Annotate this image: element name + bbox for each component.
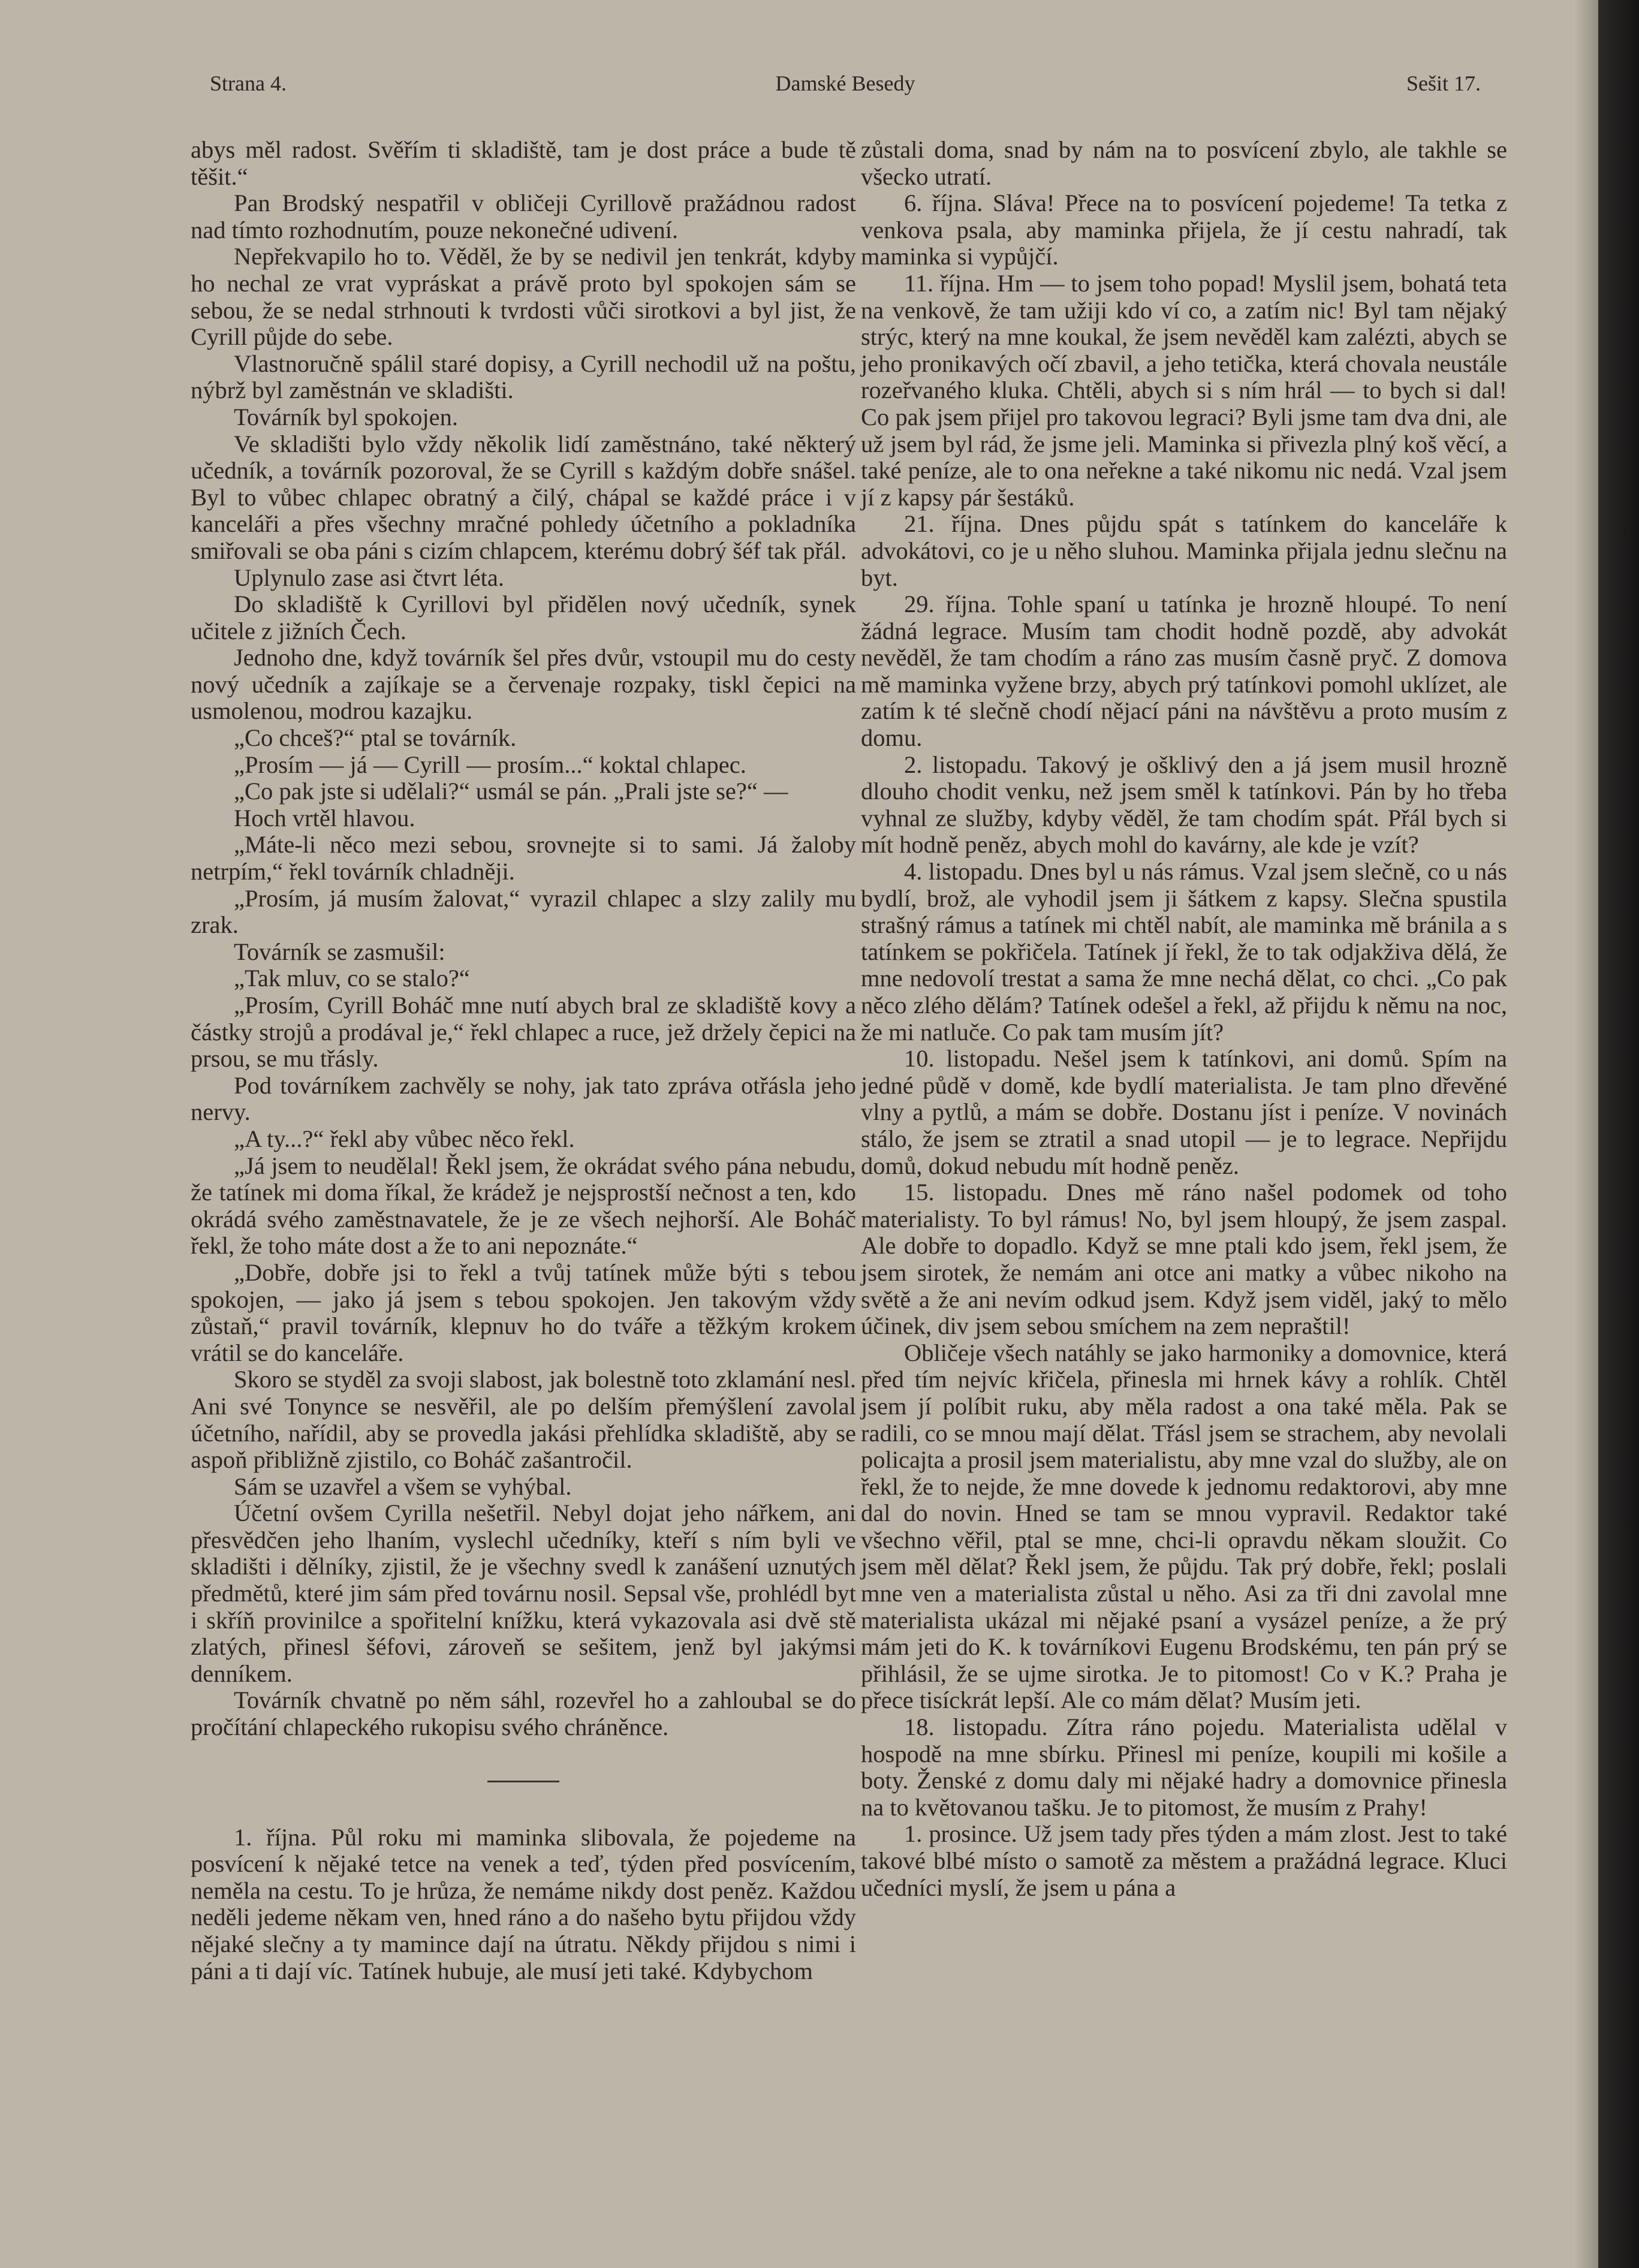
paragraph: Vlastnoručně spálil staré dopisy, a Cyrill nechodil už na poštu, nýbrž byl zaměstnán ve skladišti. (191, 350, 856, 404)
section-divider (487, 1781, 559, 1782)
diary-entry: 10. listopadu. Nešel jsem k tatínkovi, ani domů. Spím na jedné půdě v domě, kde bydlí materialista. Je tam plno dřevěné vlny a pytlů, a mám se dobře. Dostanu jíst i peníze. V novinách stálo, že jsem se ztratil a snad utopil — je to legrace. Nepřijdu domů, dokud nebudu mít hodně peněz. (861, 1045, 1507, 1179)
diary-entry: Obličeje všech natáhly se jako harmoniky a domovnice, která před tím nejvíc křičela, přinesla mi hrnek kávy a rohlík. Chtěl jsem jí políbit ruku, aby měla radost a ona také měla. Pak se radili, co se mnou mají dělat. Třásl jsem se strachem, aby nevolali policajta a prosil jsem materialistu, aby mne vzal do služby, ale on řekl, že to nejde, že mne dovede k jednomu redaktorovi, aby mne dal do novin. Hned se tam se mnou vypravil. Redaktor také všechno věřil, ptal se mne, chci-li opravdu někam sloužit. Co jsem měl dělat? Řekl jsem, že půjdu. Tak prý dobře, řekl; poslali mne ven a materialista zůstal u něho. Asi za tři dni zavolal mne materialista ukázal mi nějaké psaní a vysázel peníze, a že prý mám jeti do K. k továrníkovi Eugenu Brodskému, ten pán prý se přihlásil, že se ujme sirotka. Je to pitomost! Co v K.? Praha je přece tisíckrát lepší. Ale co mám dělat? Musím jeti. (861, 1339, 1507, 1714)
paragraph: Továrník se zasmušil: (234, 938, 445, 965)
diary-entry: 4. listopadu. Dnes byl u nás rámus. Vzal jsem slečně, co u nás bydlí, brož, ale vyhodil jsem ji šátkem z kapsy. Slečna spustila strašný rámus a tatínek mi chtěl nabít, ale maminka mě bránila a s tatínkem se pokřičela. Tatínek jí řekl, že to tak odjakživa dělá, že mne nedovolí trestat a sama že mne nechá dělat, co chci. „Co pak něco zlého dělám? Tatínek odešel a řekl, až přijdu k němu na noc, že mi natluče. Co pak tam musím jít? (861, 858, 1507, 1046)
paragraph: „Prosím, Cyrill Boháč mne nutí abych bral ze skladiště kovy a částky strojů a prodával je,“ řekl chlapec a ruce, jež držely čepici na prsou, se mu třásly. (191, 992, 856, 1073)
page-number: Strana 4. (210, 71, 287, 95)
paragraph: Ve skladišti bylo vždy několik lidí zaměstnáno, také některý učedník, a továrník pozoroval, že se Cyrill s každým dobře snášel. Byl to vůbec chlapec obratný a čilý, chápal se každé práce i v kanceláři a přes všechny mračné pohledy účetního a pokladníka smiřovali se oba páni s cizím chlapcem, kterému dobrý šéf tak přál. (191, 430, 856, 564)
page-edge (1598, 0, 1639, 2268)
diary-entry: 1. prosince. Už jsem tady přes týden a mám zlost. Jest to také takové blbé místo o samotě za městem a pražádná legrace. Kluci učedníci myslí, že jsem u pána a (861, 1820, 1507, 1901)
diary-entry: 11. října. Hm — to jsem toho popad! Myslil jsem, bohatá teta na venkově, že tam užiji kdo ví co, a zatím nic! Byl tam nějaký strýc, který na mne koukal, že jsem nevěděl kam zalézti, abych se jeho pronikavých očí zbavil, a jeho tetička, která chovala neustále rozeřvaného kluka. Chtěli, abych si s ním hrál — to bych si dal! Co pak jsem přijel pro takovou legraci? Byli jsme tam dva dni, ale už jsem byl rád, že jsme jeli. Maminka si přivezla plný koš věcí, a také peníze, ale to ona neřekne a také nikomu nic nedá. Vzal jsem jí z kapsy pár šestáků. (861, 269, 1507, 511)
paragraph: „Máte-li něco mezi sebou, srovnejte si to sami. Já žaloby netrpím,“ řekl továrník chladněji. (191, 831, 856, 885)
diary-entry: 18. listopadu. Zítra ráno pojedu. Materialista udělal v hospodě na mne sbírku. Přinesl mi peníze, koupili mi košile a boty. Ženské z domu daly mi nějaké hadry a domovnice přinesla na to květovanou tašku. Je to pitomost, že musím z Prahy! (861, 1713, 1507, 1821)
paragraph: Pan Brodský nespatřil v obličeji Cyrillově pražádnou radost nad tímto rozhodnutím, pouze nekonečné udivení. (191, 189, 856, 243)
paragraph: „Prosím — já — Cyrill — prosím...“ koktal chlapec. (234, 751, 746, 778)
right-column (861, 137, 1507, 1901)
binding-shadow (1574, 0, 1598, 2268)
paragraph: „Co chceš?“ ptal se továrník. (234, 724, 517, 752)
paragraph: Továrník byl spokojen. (234, 403, 458, 430)
running-head (0, 71, 1571, 113)
diary-entry: 2. listopadu. Takový je ošklivý den a já jsem musil hrozně dlouho chodit venku, než jsem směl k tatínkovi. Pán by ho třeba vyhnal ze služby, kdyby věděl, že tam chodím spát. Přál bych si mít hodně peněz, abych mohl do kavárny, ale kde je vzít? (861, 751, 1507, 859)
paragraph: Nepřekvapilo ho to. Věděl, že by se nedivil jen tenkrát, kdyby ho nechal ze vrat vypráskat a právě proto byl spokojen sám se sebou, že se nedal strhnouti k tvrdosti vůči sirotkovi a byl jist, že Cyrill půjde do sebe. (191, 243, 856, 351)
paragraph: „A ty...?“ řekl aby vůbec něco řekl. (234, 1125, 575, 1152)
issue-number: Sešit 17. (1406, 71, 1481, 95)
paragraph: Továrník chvatně po něm sáhl, rozevřel ho a zahloubal se do pročítání chlapeckého rukopisu svého chráněnce. (191, 1686, 856, 1741)
paragraph: Sám se uzavřel a všem se vyhýbal. (234, 1472, 572, 1500)
diary-entry: 29. října. Tohle spaní u tatínka je hrozně hloupé. To není žádná legrace. Musím tam chodit hodně pozdě, aby advokát nevěděl, že tam chodím a ráno zas musím časně pryč. Z domova mě maminka vyžene brzy, abych prý tatínkovi pomohl uklízet, ale zatím k té slečně chodí nějací páni na návštěvu a proto musím z domu. (861, 591, 1507, 752)
paragraph: abys měl radost. Svěřím ti skladiště, tam je dost práce a bude tě těšit.“ (191, 136, 856, 190)
paragraph: Skoro se styděl za svoji slabost, jak bolestně toto zklamání nesl. Ani své Tonynce se nesvěřil, ale po delším přemýšlení zavolal účetního, nařídil, aby se provedla jakási přehlídka skladiště, aby se aspoň přibližně zjistilo, co Boháč zašantročil. (191, 1366, 856, 1474)
paragraph: „Já jsem to neudělal! Řekl jsem, že okrádat svého pána nebudu, že tatínek mi doma říkal, že krádež je nejsprostší nečnost a ten, kdo okrádá svého zaměstnavatele, že je ze všech nejhorší. Ale Boháč řekl, že toho máte dost a že to ani nepoznáte.“ (191, 1152, 856, 1260)
diary-entry: 15. listopadu. Dnes mě ráno našel podomek od toho materialisty. To byl rámus! No, byl jsem hloupý, že jsem zaspal. Ale dobře to dopadlo. Když se mne ptali kdo jsem, řekl jsem, že jsem sirotek, že nemám ani otce ani matky a vůbec nikoho na světě a že ani nevím odkud jsem. Když jsem viděl, jaký to mělo účinek, div jsem sebou smíchem na zem nepraštil! (861, 1179, 1507, 1340)
paragraph: „Co pak jste si udělali?“ usmál se pán. „Prali jste se?“ — (234, 778, 788, 805)
paragraph: „Tak mluv, co se stalo?“ (234, 965, 470, 992)
paragraph: Pod továrníkem zachvěly se nohy, jak tato zpráva otřásla jeho nervy. (191, 1071, 856, 1126)
paragraph: Hoch vrtěl hlavou. (234, 804, 415, 832)
paragraph: zůstali doma, snad by nám na to posvícení zbylo, ale takhle se všecko utratí. (861, 136, 1507, 190)
diary-entry: 6. října. Sláva! Přece na to posvícení pojedeme! Ta tetka z venkova psala, aby maminka přijela, že jí cestu nahradí, tak maminka si vypůjčí. (861, 189, 1507, 270)
paragraph: „Prosím, já musím žalovat,“ vyrazil chlapec a slzy zalily mu zrak. (191, 884, 856, 939)
left-column (191, 137, 856, 1984)
diary-entry: 21. října. Dnes půjdu spát s tatínkem do kanceláře k advokátovi, co je u něho sluhou. Maminka přijala jednu slečnu na byt. (861, 510, 1507, 591)
paragraph: Jednoho dne, když továrník šel přes dvůr, vstoupil mu do cesty nový učedník a zajíkaje se a červenaje rozpaky, tiskl čepici na usmolenou, modrou kazajku. (191, 644, 856, 725)
magazine-title: Damské Besedy (775, 71, 915, 95)
paragraph: „Dobře, dobře jsi to řekl a tvůj tatínek může býti s tebou spokojen, — jako já jsem s tebou spokojen. Jen takovým vždy zůstaň,“ pravil továrník, klepnuv ho do tváře a těžkým krokem vrátil se do kanceláře. (191, 1258, 856, 1366)
paragraph: Do skladiště k Cyrillovi byl přidělen nový učedník, synek učitele z jižních Čech. (191, 591, 856, 644)
paragraph: Uplynulo zase asi čtvrt léta. (234, 564, 504, 591)
paragraph: Účetní ovšem Cyrilla nešetřil. Nebyl dojat jeho nářkem, ani přesvědčen jeho lhaním, vyslechl učedníky, kteří s ním byli ve skladišti i dělníky, zjistil, že je všechny svedl k zanášení uznutých předmětů, které jim sám před továrnu nosil. Sepsal vše, prohlédl byt i skříň provinilce a spořitelní knížku, která vykazovala asi dvě stě zlatých, přinesl šéfovi, zároveň se sešitem, jenž byl jakýmsi denníkem. (191, 1499, 856, 1687)
diary-entry: 1. října. Půl roku mi maminka slibovala, že pojedeme na posvícení k nějaké tetce na venek a teď, týden před posvícením, neměla na cestu. To je hrůza, že nemáme nikdy dost peněz. Každou neděli jedeme někam ven, hned ráno a do našeho bytu přijdou vždy nějaké slečny a ty mamince dají na útratu. Někdy přijdou s nimi i páni a ti dají víc. Tatínek hubuje, ale musí jeti také. Kdybychom (191, 1823, 856, 1984)
